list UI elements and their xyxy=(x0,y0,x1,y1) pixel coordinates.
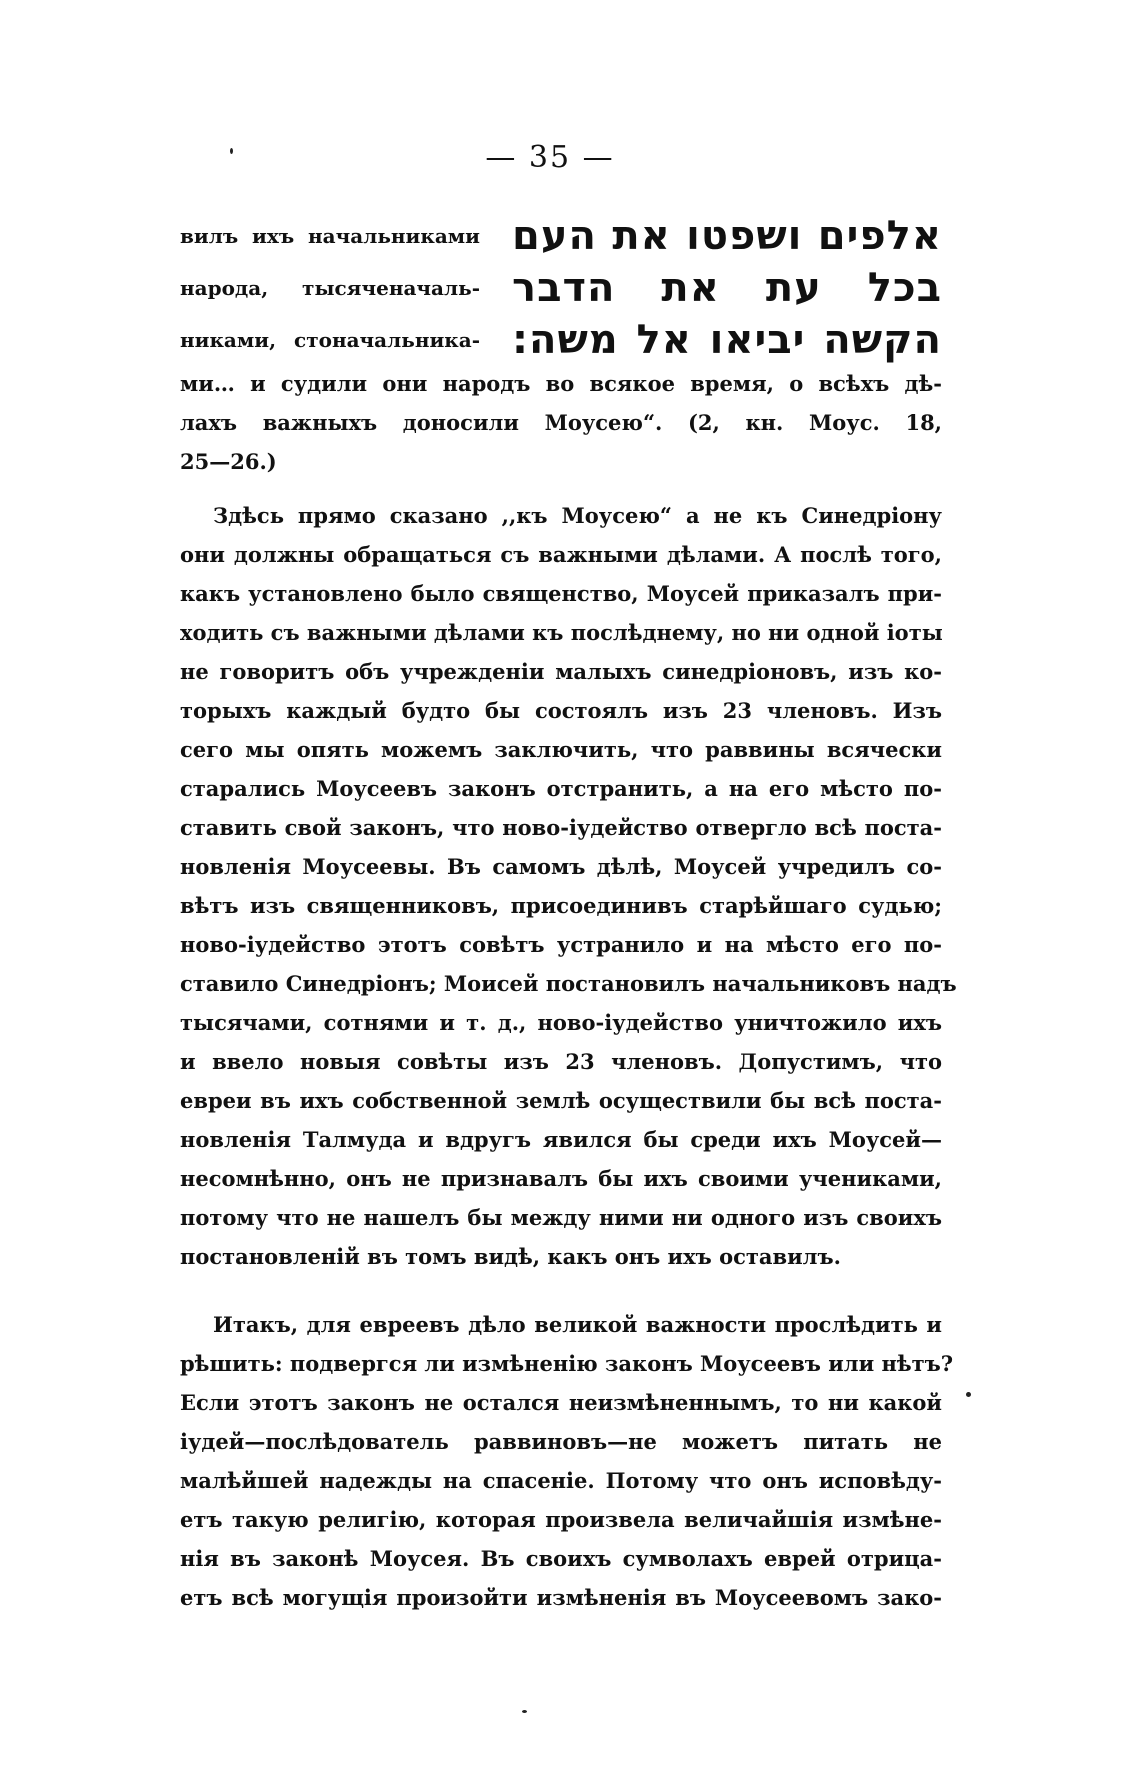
hebrew-line: בכל עת את הדבר xyxy=(512,265,942,311)
paragraph xyxy=(180,1305,954,1617)
text-line: ходить съ важными дѣлами къ послѣднему, но ни одной іоты xyxy=(180,620,943,645)
text-line: ставило Синедріонъ; Моисей постановилъ начальниковъ надъ xyxy=(180,971,957,996)
text-line: 25—26.) xyxy=(180,449,277,474)
text-line: новленія Моусеевы. Въ самомъ дѣлѣ, Моусей учредилъ со- xyxy=(180,854,942,879)
text-line: вѣтъ изъ священниковъ, присоединивъ старѣйшаго судью; xyxy=(180,893,942,918)
text-line: они должны обращаться съ важными дѣлами. А послѣ того, xyxy=(180,542,942,567)
quote-hebrew xyxy=(512,210,942,366)
text-line: малѣйшей надежды на спасеніе. Потому что онъ исповѣду- xyxy=(180,1468,942,1493)
quote-block xyxy=(180,210,942,365)
page-number: — 35 — xyxy=(485,140,615,175)
text-line: ми… и судили они народъ во всякое время, о всѣхъ дѣ- xyxy=(180,371,942,396)
text-line: новленія Талмуда и вдругъ явился бы среди ихъ Моусей— xyxy=(180,1127,942,1152)
quote-russian-side xyxy=(180,210,480,366)
text-line: етъ всѣ могущія произойти измѣненія въ Моусеевомъ зако- xyxy=(180,1585,942,1610)
text-line: потому что не нашелъ бы между ними ни одного изъ своихъ xyxy=(180,1205,942,1230)
text-line: Здѣсь прямо сказано ,,къ Моусею“ а не къ Синедріону xyxy=(213,503,942,528)
text-line: іудей—послѣдователь раввиновъ—не можетъ питать не xyxy=(180,1429,942,1454)
text-line: евреи въ ихъ собственной землѣ осуществили бы всѣ поста- xyxy=(180,1088,942,1113)
paragraph xyxy=(180,496,957,1276)
text-line: сего мы опять можемъ заключить, что раввины всячески xyxy=(180,737,942,762)
quote-continuation xyxy=(180,364,942,481)
hebrew-line: הקשה יביאו אל משה: xyxy=(512,317,942,363)
text-line: торыхъ каждый будто бы состоялъ изъ 23 членовъ. Изъ xyxy=(180,698,942,723)
print-speck xyxy=(522,1710,527,1713)
text-line: старались Моусеевъ законъ отстранить, а на его мѣсто по- xyxy=(180,776,942,801)
text-line: какъ установлено было священство, Моусей приказалъ при- xyxy=(180,581,942,606)
text-line: Итакъ, для евреевъ дѣло великой важности прослѣдить и xyxy=(213,1312,942,1337)
text-line: лахъ важныхъ доносили Моусею“. (2, кн. Моус. 18, xyxy=(180,410,942,435)
quote-russian-line: народа, тысяченачаль- xyxy=(180,276,480,300)
quote-russian-line: вилъ ихъ начальниками xyxy=(180,224,480,248)
text-line: рѣшить: подвергся ли измѣненію законъ Моусеевъ или нѣтъ? xyxy=(180,1351,954,1376)
text-line: несомнѣнно, онъ не признавалъ бы ихъ своими учениками, xyxy=(180,1166,942,1191)
text-line: нія въ законѣ Моусея. Въ своихъ сумволахъ еврей отрица- xyxy=(180,1546,942,1571)
hebrew-line: אלפים ושפטו את העם xyxy=(512,213,942,259)
text-line: не говоритъ объ учрежденіи малыхъ синедріоновъ, изъ ко- xyxy=(180,659,942,684)
text-line: Если этотъ законъ не остался неизмѣненнымъ, то ни какой xyxy=(180,1390,942,1415)
text-line: ставить свой законъ, что ново-іудейство отвергло всѣ поста- xyxy=(180,815,942,840)
quote-russian-line: никами, стоначальника- xyxy=(180,328,480,352)
text-line: и ввело новыя совѣты изъ 23 членовъ. Допустимъ, что xyxy=(180,1049,942,1074)
text-line: ново-іудейство этотъ совѣтъ устранило и на мѣсто его по- xyxy=(180,932,942,957)
print-speck xyxy=(966,1392,971,1397)
text-line: постановленій въ томъ видѣ, какъ онъ ихъ оставилъ. xyxy=(180,1244,841,1269)
text-line: тысячами, сотнями и т. д., ново-іудейство уничтожило ихъ xyxy=(180,1010,942,1035)
text-line: етъ такую религію, которая произвела величайшія измѣне- xyxy=(180,1507,942,1532)
